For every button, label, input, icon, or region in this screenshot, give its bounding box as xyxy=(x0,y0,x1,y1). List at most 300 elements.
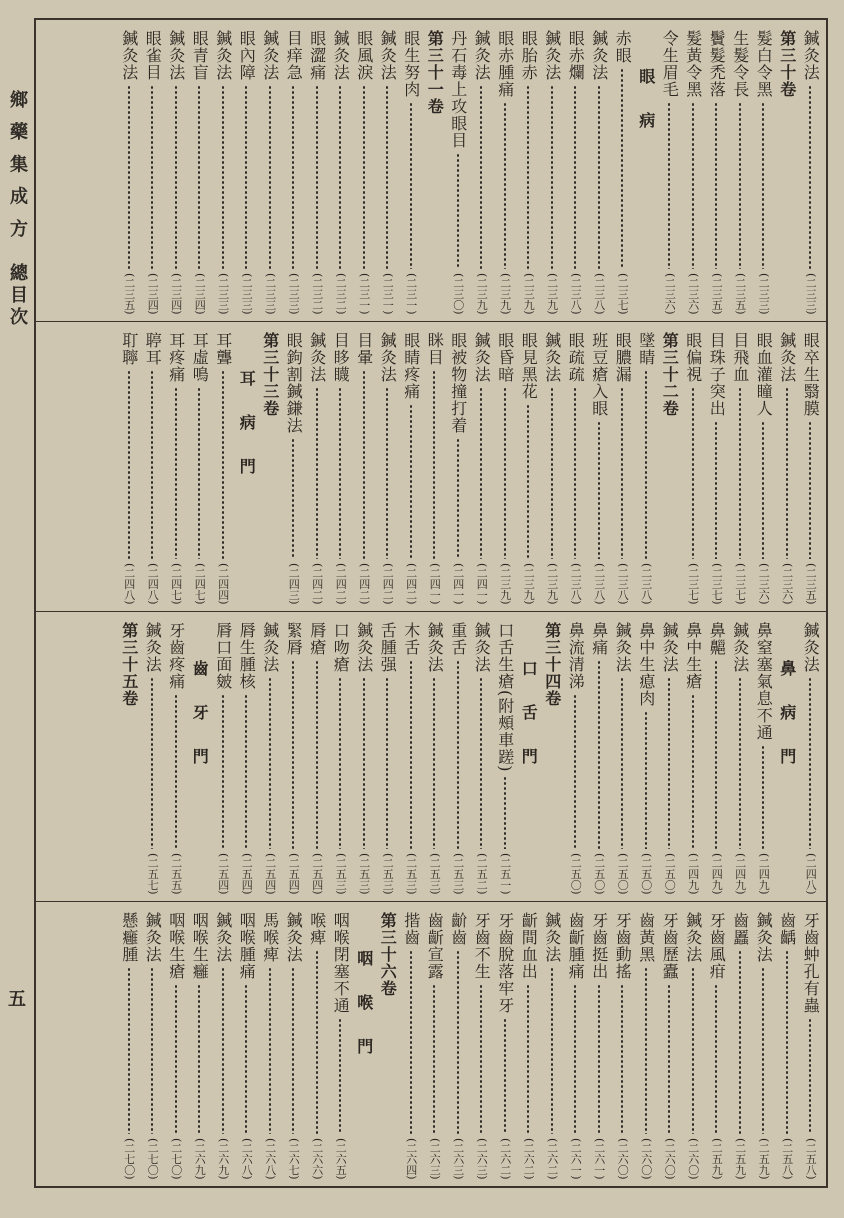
leader-dots xyxy=(762,745,764,849)
entry-page: (二五四) xyxy=(287,853,301,895)
leader-dots xyxy=(480,387,482,559)
entry-page: (二四九) xyxy=(710,853,724,895)
entry-page: (二三四) xyxy=(169,273,183,315)
entry-page: (二三三) xyxy=(240,273,254,315)
entry-page: (二三九) xyxy=(498,273,512,315)
entry-title: 眼偏視 xyxy=(683,332,703,383)
toc-entry xyxy=(423,332,447,605)
entry-page: (二四九) xyxy=(757,853,771,895)
entry-title: 耳聾 xyxy=(213,332,233,366)
leader-dots xyxy=(151,370,153,559)
toc-entry xyxy=(493,912,517,1180)
toc-entry xyxy=(517,912,541,1180)
entry-title: 齒齗腫痛 xyxy=(566,912,586,980)
leader-dots xyxy=(245,694,247,849)
entry-page: (二三三) xyxy=(263,273,277,315)
entry-title: 懸癰腫 xyxy=(119,912,139,963)
entry-title: 齒䘌 xyxy=(730,912,750,946)
leader-dots xyxy=(222,967,224,1134)
entry-title: 眼血灌瞳人 xyxy=(754,332,774,417)
entry-title: 目痒急 xyxy=(284,30,304,81)
toc-frame xyxy=(34,18,828,1188)
entry-title: 眼青盲 xyxy=(190,30,210,81)
entry-page: (二三八) xyxy=(639,563,653,605)
toc-entry xyxy=(305,622,329,895)
toc-entry xyxy=(329,912,353,1180)
entry-page: (二四九) xyxy=(686,853,700,895)
leader-dots xyxy=(809,421,811,559)
toc-entry xyxy=(540,30,564,315)
entry-title: 脣生腫核 xyxy=(237,622,257,690)
toc-entry xyxy=(517,332,541,605)
leader-dots xyxy=(692,694,694,849)
toc-entry xyxy=(705,622,729,895)
entry-title: 鍼灸法 xyxy=(472,30,492,81)
toc-entry xyxy=(611,332,635,605)
entry-page: (二三八) xyxy=(569,273,583,315)
entry-page: (二三三) xyxy=(757,273,771,315)
toc-entry xyxy=(728,622,752,895)
toc-entry xyxy=(634,622,658,895)
leader-dots xyxy=(339,677,341,849)
entry-title: 鍼灸法 xyxy=(801,622,821,673)
section-heading xyxy=(775,622,799,933)
entry-title: 鍼灸法 xyxy=(143,622,163,673)
entry-title: 喉痺 xyxy=(307,912,327,946)
toc-entry xyxy=(681,30,705,315)
entry-title: 眯目 xyxy=(425,332,445,366)
leader-dots xyxy=(316,85,318,269)
leader-dots xyxy=(316,660,318,849)
entry-title: 牙齒歷蠹 xyxy=(660,912,680,980)
toc-entry xyxy=(376,30,400,315)
leader-dots xyxy=(245,85,247,269)
toc-entry xyxy=(799,912,823,1180)
toc-entry xyxy=(329,332,353,605)
entry-title: 眼見黑花 xyxy=(519,332,539,400)
entry-page: (二五〇) xyxy=(569,853,583,895)
entry-page: (二六二) xyxy=(545,1138,559,1180)
entry-title: 赤眼 xyxy=(613,30,633,64)
leader-dots xyxy=(175,85,177,269)
leader-dots xyxy=(339,387,341,559)
entry-page: (二四二) xyxy=(334,563,348,605)
toc-entry xyxy=(235,30,259,315)
volume-heading xyxy=(117,622,141,895)
toc-entry xyxy=(258,30,282,315)
entry-page: (二三三) xyxy=(287,273,301,315)
leader-dots xyxy=(504,387,506,559)
toc-entry xyxy=(117,912,141,1180)
entry-title: 鼻流清涕 xyxy=(566,622,586,690)
leader-dots xyxy=(410,102,412,269)
entry-page: (二三七) xyxy=(686,563,700,605)
toc-entry xyxy=(164,912,188,1180)
toc-entry xyxy=(752,332,776,605)
toc-entry xyxy=(282,622,306,895)
toc-entry xyxy=(634,912,658,1180)
leader-dots xyxy=(621,677,623,849)
toc-entry xyxy=(634,332,658,605)
toc-entry xyxy=(799,622,823,895)
leader-dots xyxy=(269,85,271,269)
entry-title: 髮白令黑 xyxy=(754,30,774,98)
entry-page: (二三五) xyxy=(122,273,136,315)
entry-page: (二三九) xyxy=(498,563,512,605)
entry-page: (二五七) xyxy=(146,853,160,895)
entry-title: 鍼灸法 xyxy=(660,622,680,673)
toc-entry xyxy=(141,30,165,315)
entry-title: 齒黃黑 xyxy=(636,912,656,963)
toc-entry xyxy=(164,30,188,315)
leader-dots xyxy=(504,102,506,269)
toc-entry xyxy=(399,332,423,605)
entry-title: 鍼灸法 xyxy=(331,30,351,81)
toc-entry xyxy=(540,332,564,605)
entry-title: 齒齲 xyxy=(777,912,797,946)
leader-dots xyxy=(739,387,741,559)
entry-page: (二五八) xyxy=(804,1138,818,1180)
leader-dots xyxy=(762,967,764,1134)
leader-dots xyxy=(527,984,529,1134)
toc-entry xyxy=(211,912,235,1180)
toc-entry xyxy=(235,622,259,895)
entry-title: 鍼灸法 xyxy=(378,332,398,383)
entry-page: (二三五) xyxy=(804,563,818,605)
entry-page: (二六三) xyxy=(475,1138,489,1180)
entry-title: 牙齒不生 xyxy=(472,912,492,980)
entry-page: (二四二) xyxy=(404,563,418,605)
entry-title: 眼風淚 xyxy=(354,30,374,81)
entry-title: 鍼灸法 xyxy=(307,332,327,383)
toc-entry xyxy=(799,30,823,315)
entry-page: (二五九) xyxy=(757,1138,771,1180)
entry-title: 齘齒 xyxy=(448,912,468,946)
leader-dots xyxy=(574,387,576,559)
leader-dots xyxy=(574,694,576,849)
entry-page: (二三〇) xyxy=(451,273,465,315)
entry-page: (二三三) xyxy=(216,273,230,315)
toc-entry xyxy=(728,30,752,315)
entry-title: 鍼灸法 xyxy=(213,912,233,963)
leader-dots xyxy=(715,984,717,1134)
entry-title: 脣瘡 xyxy=(307,622,327,656)
section-heading xyxy=(188,622,212,933)
entry-title: 鼻齆 xyxy=(707,622,727,656)
entry-title: 鍼灸法 xyxy=(542,912,562,963)
entry-title: 重舌 xyxy=(448,622,468,656)
entry-title: 鬢髮禿落 xyxy=(707,30,727,98)
toc-entry xyxy=(517,30,541,315)
entry-title: 目暈 xyxy=(354,332,374,366)
toc-entry xyxy=(188,912,212,1180)
entry-page: (二五四) xyxy=(310,853,324,895)
entry-title: 鍼灸法 xyxy=(777,332,797,383)
entry-title: 鍼灸法 xyxy=(801,30,821,81)
toc-entry xyxy=(493,622,517,895)
entry-page: (二五三) xyxy=(381,853,395,895)
toc-entry xyxy=(282,912,306,1180)
leader-dots xyxy=(292,660,294,849)
entry-title: 牙齒蚛孔有蟲 xyxy=(801,912,821,1014)
entry-title: 第三十三卷 xyxy=(260,332,280,417)
toc-entry xyxy=(399,622,423,895)
entry-page: (二五一) xyxy=(498,853,512,895)
toc-entry xyxy=(352,30,376,315)
entry-page: (二六五) xyxy=(334,1138,348,1180)
entry-title: 咽 喉 門 xyxy=(354,950,374,1060)
leader-dots xyxy=(222,85,224,269)
entry-title: 第三十五卷 xyxy=(119,622,139,707)
leader-dots xyxy=(363,370,365,559)
entry-page: (二四七) xyxy=(169,563,183,605)
entry-title: 眼 病 xyxy=(636,68,656,134)
toc-entry xyxy=(587,332,611,605)
entry-page: (二四一) xyxy=(451,563,465,605)
entry-page: (二六八) xyxy=(263,1138,277,1180)
entry-page: (二三九) xyxy=(522,273,536,315)
entry-page: (二四二) xyxy=(381,563,395,605)
entry-page: (二五四) xyxy=(263,853,277,895)
leader-dots xyxy=(386,677,388,849)
leader-dots xyxy=(598,984,600,1134)
entry-title: 鼻痛 xyxy=(589,622,609,656)
entry-page: (二五四) xyxy=(216,853,230,895)
entry-page: (二五〇) xyxy=(639,853,653,895)
entry-page: (二五三) xyxy=(404,853,418,895)
leader-dots xyxy=(410,404,412,559)
leader-dots xyxy=(668,677,670,849)
leader-dots xyxy=(198,984,200,1134)
spine-title: 鄉 藥 集 成 方 總目次 xyxy=(7,90,28,330)
entry-title: 馬喉痺 xyxy=(260,912,280,963)
leader-dots xyxy=(222,370,224,559)
entry-page: (二六二) xyxy=(498,1138,512,1180)
leader-dots xyxy=(339,1018,341,1134)
entry-title: 口 舌 門 xyxy=(519,660,539,770)
entry-title: 鍼灸法 xyxy=(613,622,633,673)
leader-dots xyxy=(692,387,694,559)
toc-band-2 xyxy=(36,322,826,612)
leader-dots xyxy=(809,85,811,269)
entry-title: 木舌 xyxy=(401,622,421,656)
volume-heading xyxy=(258,332,282,605)
leader-dots xyxy=(198,85,200,269)
entry-title: 牙齒脫落牢牙 xyxy=(495,912,515,1014)
entry-title: 鍼灸法 xyxy=(589,30,609,81)
leader-dots xyxy=(762,102,764,269)
entry-page: (二六〇) xyxy=(686,1138,700,1180)
toc-band-1 xyxy=(36,20,826,322)
entry-title: 口舌生瘡(附頰車蹉) xyxy=(495,622,515,773)
entry-title: 耵聹 xyxy=(119,332,139,366)
toc-entry xyxy=(587,622,611,895)
leader-dots xyxy=(574,85,576,269)
toc-entry xyxy=(258,622,282,895)
entry-page: (二六三) xyxy=(451,1138,465,1180)
entry-title: 舌腫强 xyxy=(378,622,398,673)
entry-page: (二五五) xyxy=(169,853,183,895)
toc-entry xyxy=(446,622,470,895)
toc-entry xyxy=(611,912,635,1180)
entry-title: 鍼灸法 xyxy=(754,912,774,963)
entry-page: (二六九) xyxy=(216,1138,230,1180)
entry-page: (二三九) xyxy=(545,563,559,605)
toc-entry xyxy=(141,332,165,605)
leader-dots xyxy=(410,950,412,1134)
entry-page: (二五三) xyxy=(334,853,348,895)
section-heading xyxy=(634,30,658,353)
entry-title: 鼻中生瘡 xyxy=(683,622,703,690)
entry-page: (二六一) xyxy=(569,1138,583,1180)
leader-dots xyxy=(480,677,482,849)
entry-title: 眼胎赤 xyxy=(519,30,539,81)
entry-title: 齗間血出 xyxy=(519,912,539,980)
leader-dots xyxy=(433,677,435,849)
toc-band-3 xyxy=(36,612,826,902)
entry-title: 鍼灸法 xyxy=(683,912,703,963)
entry-title: 鍼灸法 xyxy=(119,30,139,81)
entry-page: (二三七) xyxy=(616,273,630,315)
entry-title: 鍼灸法 xyxy=(260,30,280,81)
entry-title: 鍼灸法 xyxy=(213,30,233,81)
entry-title: 眼雀目 xyxy=(143,30,163,81)
leader-dots xyxy=(574,984,576,1134)
toc-entry xyxy=(705,912,729,1180)
leader-dots xyxy=(715,102,717,269)
leader-dots xyxy=(198,387,200,559)
toc-entry xyxy=(752,912,776,1180)
leader-dots xyxy=(668,984,670,1134)
toc-entry xyxy=(329,30,353,315)
entry-title: 牙齒挺出 xyxy=(589,912,609,980)
entry-page: (二六七) xyxy=(287,1138,301,1180)
toc-entry xyxy=(540,912,564,1180)
leader-dots xyxy=(222,694,224,849)
entry-title: 齒 牙 門 xyxy=(190,660,210,770)
entry-page: (二七〇) xyxy=(169,1138,183,1180)
leader-dots xyxy=(739,102,741,269)
entry-page: (二四三) xyxy=(287,563,301,605)
entry-page: (二三九) xyxy=(522,563,536,605)
toc-entry xyxy=(446,912,470,1180)
leader-dots xyxy=(527,404,529,559)
toc-entry xyxy=(564,912,588,1180)
leader-dots xyxy=(433,370,435,559)
leader-dots xyxy=(363,677,365,849)
entry-page: (二四四) xyxy=(216,563,230,605)
leader-dots xyxy=(504,776,506,849)
entry-page: (二三九) xyxy=(475,273,489,315)
entry-page: (二五三) xyxy=(451,853,465,895)
toc-entry xyxy=(282,30,306,315)
entry-title: 鍼灸法 xyxy=(472,622,492,673)
leader-dots xyxy=(480,984,482,1134)
toc-entry xyxy=(658,30,682,315)
leader-dots xyxy=(621,387,623,559)
toc-entry xyxy=(446,30,470,315)
entry-page: (二三八) xyxy=(592,563,606,605)
entry-title: 第三十二卷 xyxy=(660,332,680,417)
entry-title: 第三十一卷 xyxy=(425,30,445,115)
toc-entry xyxy=(470,622,494,895)
entry-title: 第三十四卷 xyxy=(542,622,562,707)
entry-title: 眼睛疼痛 xyxy=(401,332,421,400)
entry-page: (二四一) xyxy=(475,563,489,605)
leader-dots xyxy=(175,694,177,849)
entry-page: (二七〇) xyxy=(122,1138,136,1180)
leader-dots xyxy=(480,85,482,269)
entry-title: 令生眉毛 xyxy=(660,30,680,98)
entry-title: 聤耳 xyxy=(143,332,163,366)
leader-dots xyxy=(457,438,459,559)
entry-title: 眼昏暗 xyxy=(495,332,515,383)
entry-page: (二五三) xyxy=(428,853,442,895)
entry-page: (二六〇) xyxy=(616,1138,630,1180)
toc-entry xyxy=(141,622,165,895)
entry-page: (二四二) xyxy=(310,563,324,605)
leader-dots xyxy=(128,967,130,1134)
leader-dots xyxy=(645,967,647,1134)
toc-entry xyxy=(211,30,235,315)
entry-title: 目眵䁾 xyxy=(331,332,351,383)
toc-entry xyxy=(352,332,376,605)
entry-page: (二三八) xyxy=(592,273,606,315)
toc-entry xyxy=(564,332,588,605)
entry-title: 班豆瘡入眼 xyxy=(589,332,609,417)
leader-dots xyxy=(809,677,811,849)
entry-page: (二四八) xyxy=(122,563,136,605)
leader-dots xyxy=(128,370,130,559)
leader-dots xyxy=(292,438,294,559)
entry-title: 鍼灸法 xyxy=(354,622,374,673)
entry-page: (二四九) xyxy=(733,853,747,895)
entry-title: 眼赤腫痛 xyxy=(495,30,515,98)
entry-title: 鼻中生瘜肉 xyxy=(636,622,656,707)
entry-title: 眼卒生翳膜 xyxy=(801,332,821,417)
entry-page: (二五九) xyxy=(710,1138,724,1180)
entry-page: (二三四) xyxy=(193,273,207,315)
leader-dots xyxy=(668,102,670,269)
leader-dots xyxy=(151,677,153,849)
leader-dots xyxy=(598,421,600,559)
entry-page: (二三五) xyxy=(710,273,724,315)
leader-dots xyxy=(645,711,647,849)
entry-title: 墜睛 xyxy=(636,332,656,366)
leader-dots xyxy=(128,85,130,269)
entry-title: 生髮令長 xyxy=(730,30,750,98)
entry-title: 齒齗宣露 xyxy=(425,912,445,980)
leader-dots xyxy=(245,984,247,1134)
leader-dots xyxy=(739,677,741,849)
entry-title: 咽喉腫痛 xyxy=(237,912,257,980)
toc-entry xyxy=(446,332,470,605)
entry-title: 眼鉤割鍼鎌法 xyxy=(284,332,304,434)
entry-title: 眼生努肉 xyxy=(401,30,421,98)
toc-entry xyxy=(728,912,752,1180)
entry-page: (二五八) xyxy=(780,1138,794,1180)
toc-band-4 xyxy=(36,902,826,1186)
entry-title: 鼻 病 門 xyxy=(777,660,797,770)
toc-entry xyxy=(470,332,494,605)
entry-page: (二五〇) xyxy=(592,853,606,895)
leader-dots xyxy=(175,387,177,559)
entry-title: 鍼灸法 xyxy=(260,622,280,673)
entry-page: (二三三) xyxy=(804,273,818,315)
leader-dots xyxy=(786,950,788,1134)
toc-entry xyxy=(564,622,588,895)
entry-page: (二六〇) xyxy=(663,1138,677,1180)
